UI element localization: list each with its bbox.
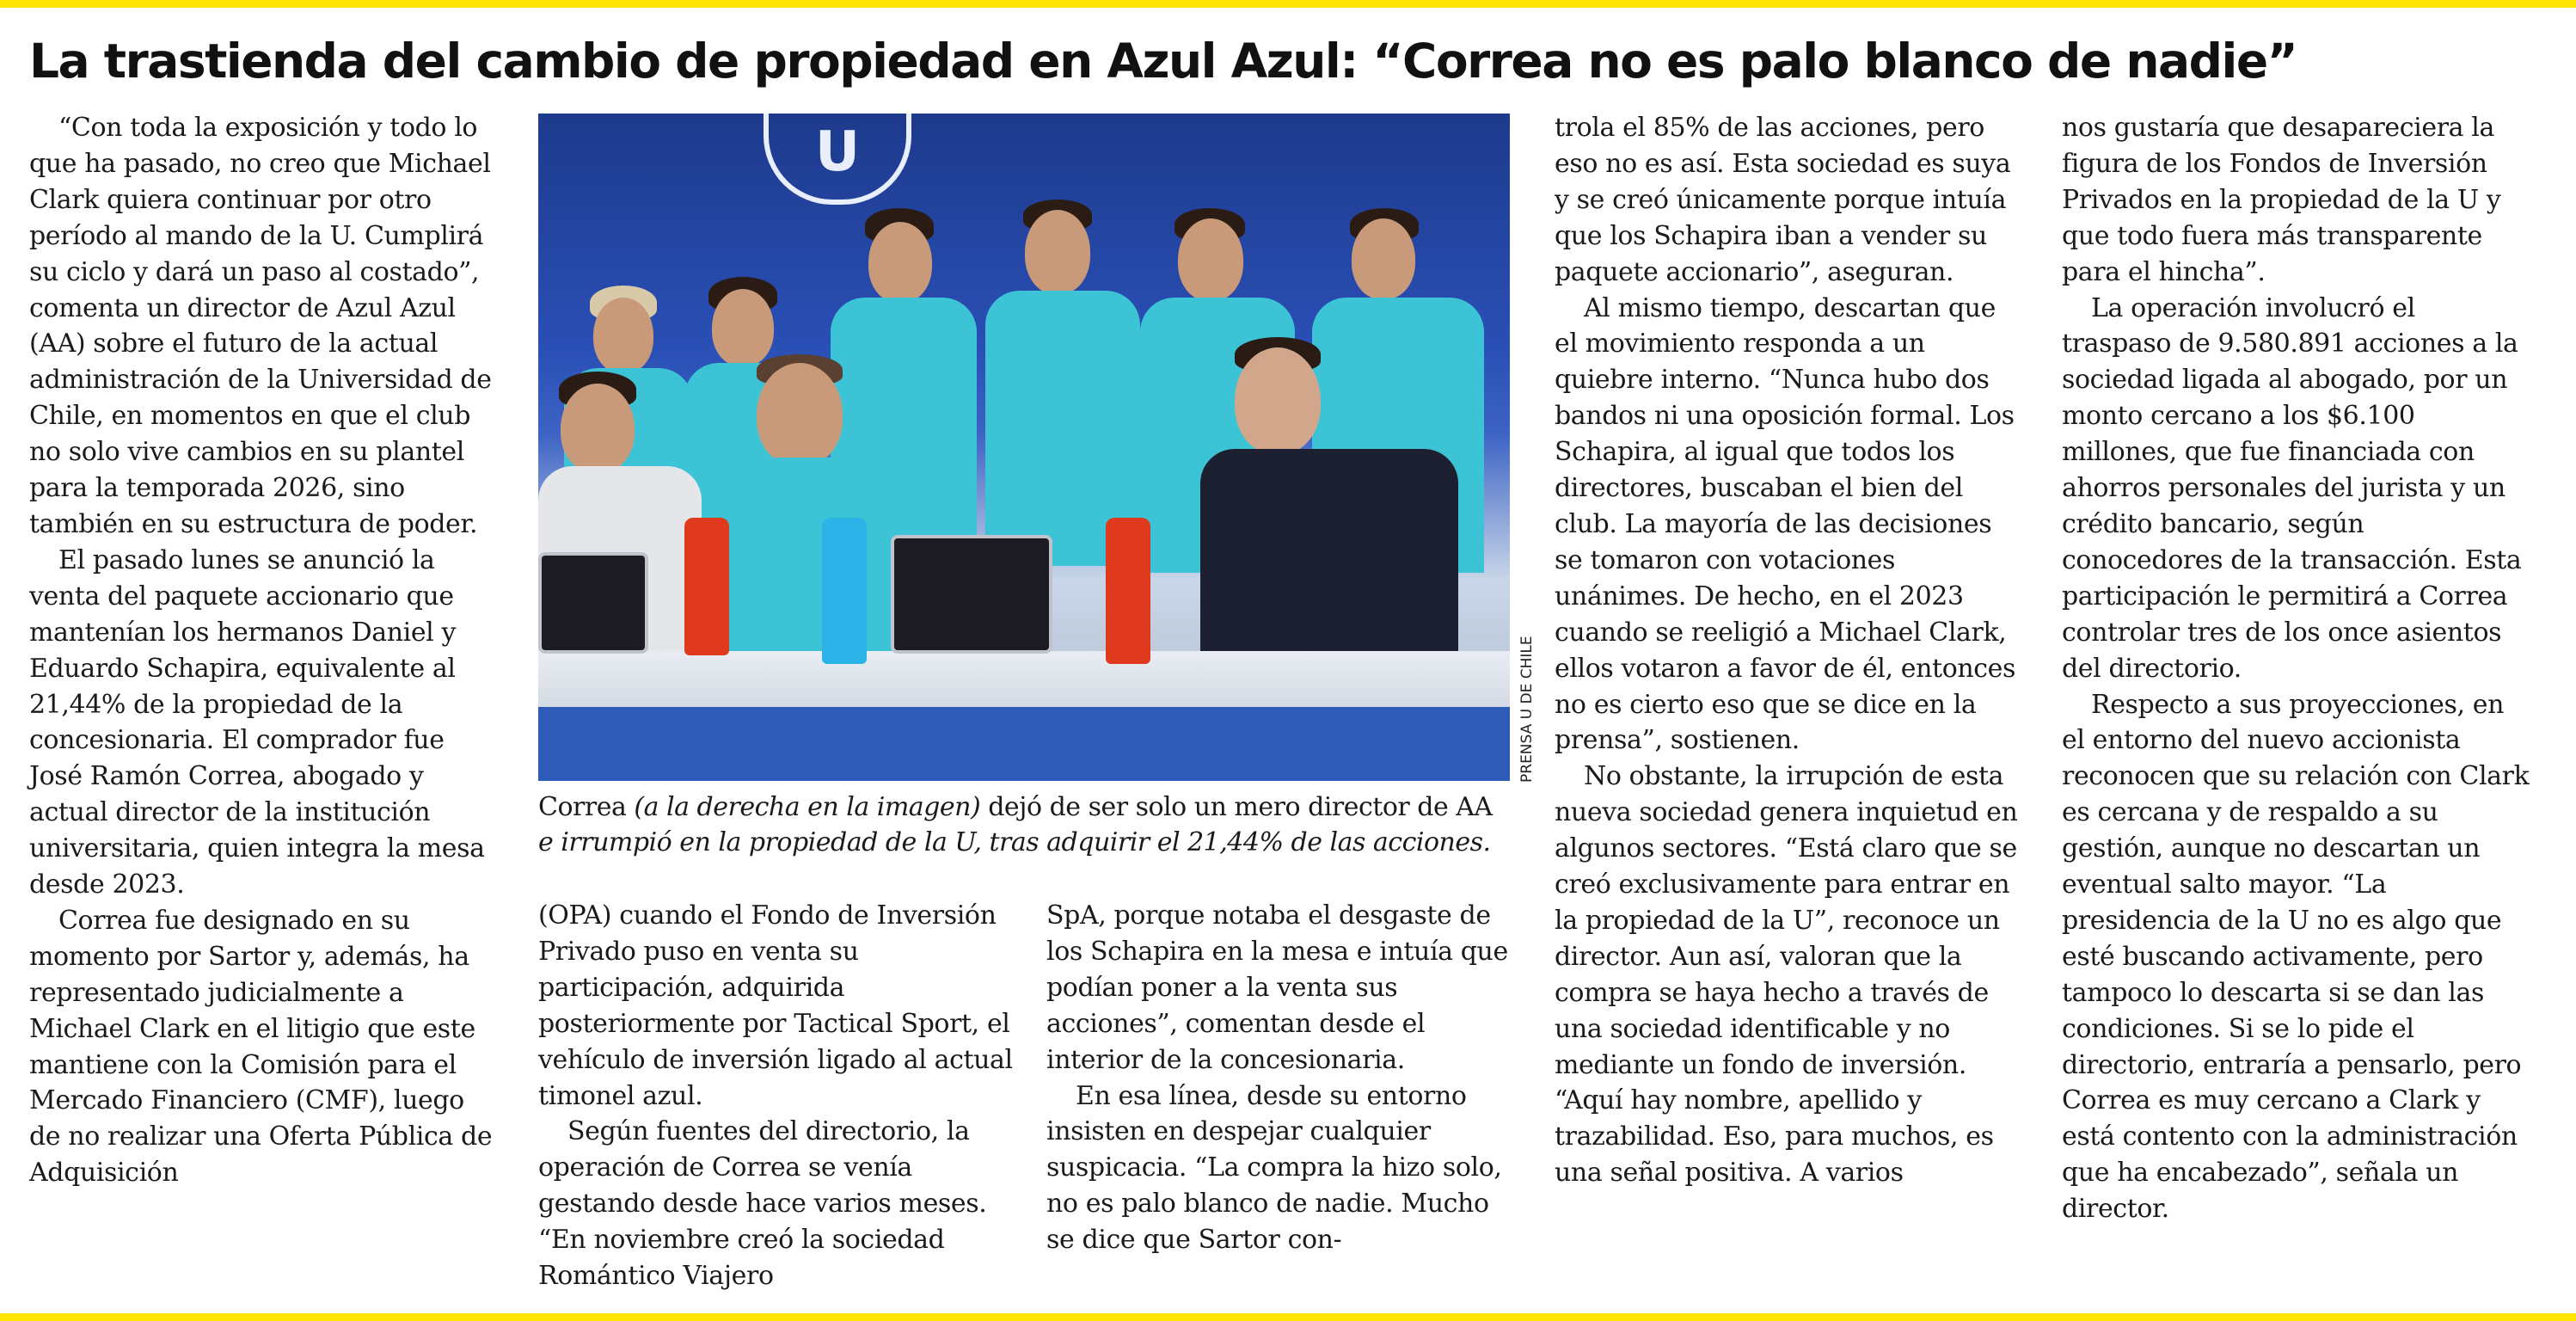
paragraph: Respecto a sus proyecciones, en el entorno del nuevo accionista reconocen que su relación con Clark es cercana y de respaldo a su gestión, aunque no descartan un eventual salto mayor. “La presidencia de la U no es algo que esté buscando activamente, pero tampoco lo descarta si se dan las condiciones. Si se lo pide el directorio, entraría a pensarlo, pero Correa es muy cercano a Clark y está contento con la administración que ha encabezado”, señala un director. xyxy=(2062,689,2530,1225)
drink-bottle xyxy=(822,518,867,664)
paragraph: El pasado lunes se anunció la venta del paquete accionario que mantenían los hermanos Daniel y Eduardo Schapira, equivalente al 21,44% de la propiedad de la concesionaria. El comprador fue José Ramón Correa, abogado y actual director de la institución universitaria, quien integra la mesa desde 2023. xyxy=(29,544,485,900)
photo-caption: Correa (a la derecha en la imagen) dejó de ser solo un mero director de AA e irrumpió en la propiedad de la U, tras adquirir el 21,44% de las acciones. xyxy=(538,792,1493,857)
paragraph: SpA, porque notaba el desgaste de los Schapira en la mesa e intuía que podían poner a la venta sus acciones”, comentan desde el interior de la concesionaria. xyxy=(1046,900,1508,1075)
club-crest-icon: U xyxy=(764,114,911,205)
photo-credit: PRENSA U DE CHILE xyxy=(1518,636,1536,783)
drink-bottle xyxy=(1106,518,1150,664)
paragraph: nos gustaría que desapareciera la figura de los Fondos de Inversión Privados en la propiedad de la U y que todo fuera más transparente para el hincha”. xyxy=(2062,113,2501,287)
paragraph: Correa fue designado en su momento por Sartor y, además, ha representado judicialmente a Michael Clark en el litigio que este mantiene con la Comisión para el Mercado Financiero (CMF), luego de no realizar una Oferta Pública de Adquisición xyxy=(29,905,493,1189)
paragraph: trola el 85% de las acciones, pero eso no es así. Esta sociedad es suya y se creó únicamente porque intuía que los Schapira iban a vender su paquete accionario”, aseguran. xyxy=(1555,113,2011,287)
paragraph: En esa línea, desde su entorno insisten en despejar cualquier suspicacia. “La compra la hizo solo, no es palo blanco de nadie. Mucho se dice que Sartor con- xyxy=(1046,1080,1502,1256)
headline: La trastienda del cambio de propiedad en Azul Azul: “Correa no es palo blanco de nadie” xyxy=(29,34,2297,89)
paragraph: Según fuentes del directorio, la operación de Correa se venía gestando desde hace varios meses. “En noviembre creó la sociedad Romántico Viajero xyxy=(538,1116,987,1292)
paragraph: La operación involucró el traspaso de 9.580.891 acciones a la sociedad ligada al abogado, por un monto cercano a los $6.100 millones, que fue financiada con ahorros personales del jurista y un crédito bancario, según conocedores de la transacción. Esta participación le permitirá a Correa controlar tres de los once asientos del directorio. xyxy=(2062,292,2522,684)
article-column-4 xyxy=(1555,110,2019,1191)
paragraph: (OPA) cuando el Fondo de Inversión Privado puso en venta su participación, adquirida posteriormente por Tactical Sport, el vehículo de inversión ligado al actual timonel azul. xyxy=(538,900,1013,1111)
tablet-ocean-pacifics xyxy=(891,535,1052,654)
article-column-3 xyxy=(1046,898,1511,1258)
table-front-panel xyxy=(538,707,1510,781)
tablet-left xyxy=(538,552,648,654)
article-column-2 xyxy=(538,898,1024,1294)
paragraph: Al mismo tiempo, descartan que el movimiento responda a un quiebre interno. “Nunca hubo dos bandos ni una oposición formal. Los Schapira, al igual que todos los directores, buscaban el bien del club. La mayoría de las decisiones se tomaron con votaciones unánimes. De hecho, en el 2023 cuando se reeligió a Michael Clark, ellos votaron a favor de él, entonces no es cierto eso que se dice en la prensa”, sostienen. xyxy=(1555,292,2016,756)
article-column-1 xyxy=(29,110,494,1191)
article-column-5 xyxy=(2062,110,2530,1227)
bottom-accent-bar xyxy=(0,1313,2576,1321)
paragraph: No obstante, la irrupción de esta nueva sociedad genera inquietud en algunos sectores. “Está claro que se creó exclusivamente para entrar en la propiedad de la U”, reconoce un director. Aun así, valoran que la compra se haya hecho a través de una sociedad identificable y no mediante un fondo de inversión. “Aquí hay nombre, apellido y trazabilidad. Eso, para muchos, es una señal positiva. A varios xyxy=(1555,761,2018,1189)
top-accent-bar xyxy=(0,0,2576,8)
paragraph: “Con toda la exposición y todo lo que ha pasado, no creo que Michael Clark quiera continuar por otro período al mando de la U. Cumplirá su ciclo y dará un paso al costado”, comenta un director de Azul Azul (AA) sobre el futuro de la actual administración de la Universidad de Chile, en momentos en que el club no solo vive cambios en su plantel para la temporada 2026, sino también en su estructura de poder. xyxy=(29,113,492,539)
press-conference-photo xyxy=(538,114,1510,781)
drink-bottle xyxy=(684,518,729,655)
